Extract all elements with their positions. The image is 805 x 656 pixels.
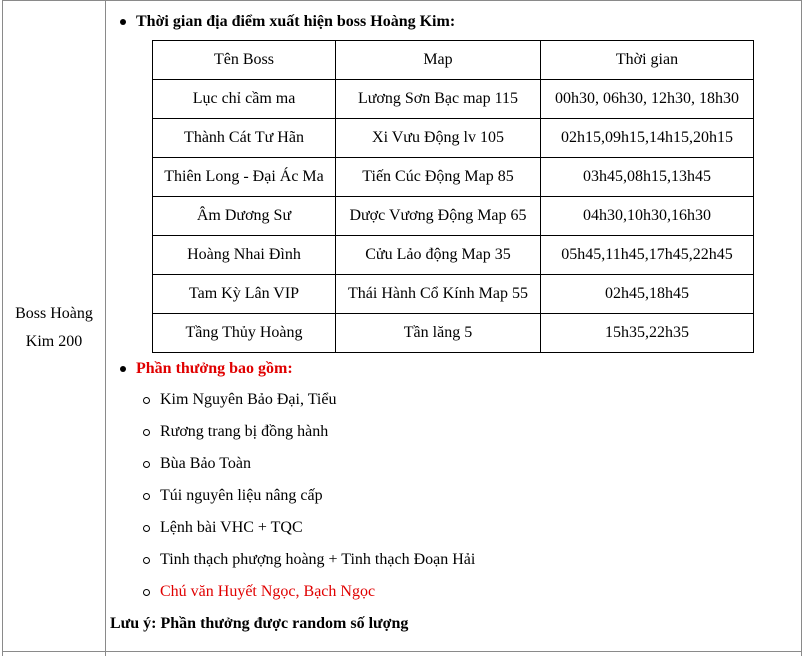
- table-cell: 05h45,11h45,17h45,22h45: [541, 236, 754, 275]
- column-divider: [105, 0, 106, 656]
- table-cell: Âm Dương Sư: [153, 197, 336, 236]
- table-cell: Xi Vưu Động lv 105: [336, 119, 541, 158]
- list-item: Rương trang bị đồng hành: [160, 423, 329, 440]
- list-item: Túi nguyên liệu nâng cấp: [160, 487, 323, 504]
- table-cell: Lục chỉ cầm ma: [153, 80, 336, 119]
- table-row: [153, 275, 754, 314]
- top-border: [3, 0, 801, 1]
- table-row: [153, 158, 754, 197]
- circle-bullet-icon: [143, 525, 150, 532]
- table-header-cell: Map: [336, 41, 541, 80]
- list-item: Chú văn Huyết Ngọc, Bạch Ngọc: [160, 583, 376, 600]
- table-cell: Tam Kỳ Lân VIP: [153, 275, 336, 314]
- row-label-cell: [3, 0, 105, 656]
- table-cell: Hoàng Nhai Đình: [153, 236, 336, 275]
- rewards-heading: Phần thưởng bao gồm:: [136, 360, 293, 377]
- table-cell: Tầng Thủy Hoàng: [153, 314, 336, 353]
- table-cell: Tiến Cúc Động Map 85: [336, 158, 541, 197]
- list-item: Tinh thạch phượng hoàng + Tinh thạch Đoạn Hải: [160, 551, 476, 568]
- table-header-cell: Tên Boss: [153, 41, 336, 80]
- list-item: Kim Nguyên Bảo Đại, Tiểu: [160, 391, 337, 408]
- bullet-dot-icon: [120, 19, 126, 25]
- boss-schedule-table: [152, 40, 754, 353]
- table-cell: 02h45,18h45: [541, 275, 754, 314]
- bottom-border: [3, 651, 801, 652]
- table-row: [153, 197, 754, 236]
- row-label-line-1: Boss Hoàng: [15, 305, 93, 322]
- row-label-line-2: Kim 200: [25, 333, 83, 350]
- list-item: Bùa Bảo Toàn: [160, 455, 252, 472]
- table-row: [153, 236, 754, 275]
- list-item: Lệnh bài VHC + TQC: [160, 519, 303, 536]
- table-cell: Lương Sơn Bạc map 115: [336, 80, 541, 119]
- table-cell: Thái Hành Cổ Kính Map 55: [336, 275, 541, 314]
- table-cell: 04h30,10h30,16h30: [541, 197, 754, 236]
- table-row: [153, 119, 754, 158]
- table-cell: 00h30, 06h30, 12h30, 18h30: [541, 80, 754, 119]
- note: Lưu ý: Phần thưởng được random số lượng: [110, 615, 409, 632]
- circle-bullet-icon: [143, 461, 150, 468]
- table-row: [153, 80, 754, 119]
- circle-bullet-icon: [143, 589, 150, 596]
- circle-bullet-icon: [143, 493, 150, 500]
- table-cell: Thiên Long - Đại Ác Ma: [153, 158, 336, 197]
- row-label: [3, 300, 105, 356]
- bullet-dot-icon: [120, 366, 126, 372]
- table-cell: 02h15,09h15,14h15,20h15: [541, 119, 754, 158]
- table-cell: Dược Vương Động Map 65: [336, 197, 541, 236]
- schedule-heading: Thời gian địa điểm xuất hiện boss Hoàng Kim:: [136, 13, 456, 30]
- table-header-row: [153, 41, 754, 80]
- table-cell: Thành Cát Tư Hãn: [153, 119, 336, 158]
- table-header-cell: Thời gian: [541, 41, 754, 80]
- table-cell: 15h35,22h35: [541, 314, 754, 353]
- circle-bullet-icon: [143, 429, 150, 436]
- table-cell: Cửu Lảo động Map 35: [336, 236, 541, 275]
- circle-bullet-icon: [143, 397, 150, 404]
- circle-bullet-icon: [143, 557, 150, 564]
- table-cell: Tần lăng 5: [336, 314, 541, 353]
- table-row: [153, 314, 754, 353]
- table-cell: 03h45,08h15,13h45: [541, 158, 754, 197]
